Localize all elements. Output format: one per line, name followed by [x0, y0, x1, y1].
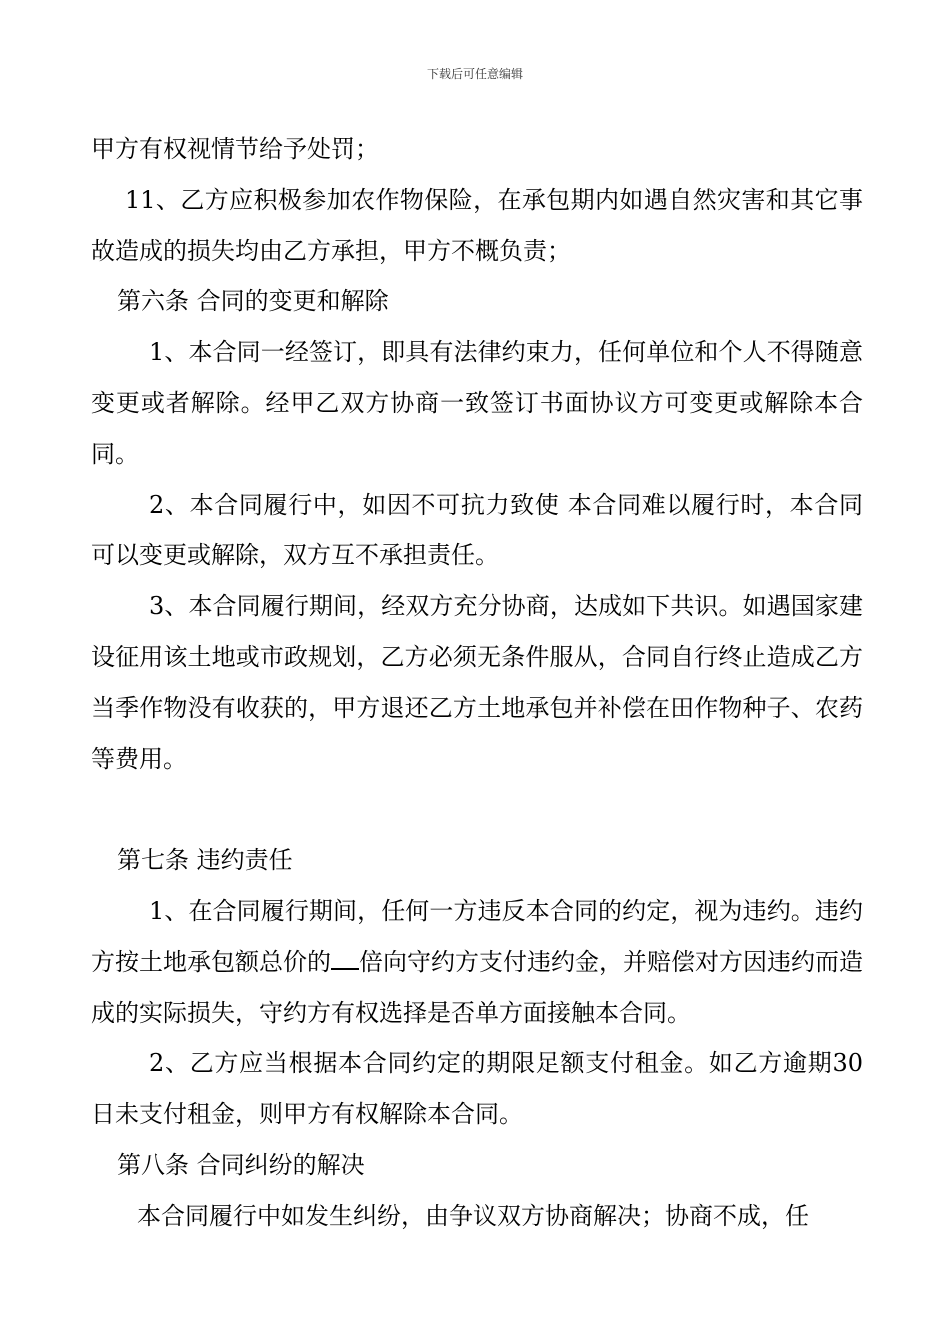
- paragraph-6-3: 3、本合同履行期间，经双方充分协商，达成如下共识。如遇国家建设征用该土地或市政规划，乙方必须无条件服从，合同自行终止造成乙方当季作物没有收获的，甲方退还乙方土地承包并补偿在田作物种子、农药等费用。: [91, 592, 863, 773]
- fill-in-blank: [331, 948, 359, 970]
- paragraph-7-1-part-a: 1、在合同履行期间，任何一方违反本合同的约定，视为违约。违约方按土地承包额总价的: [91, 896, 863, 976]
- section-heading-7: 第七条 违约责任: [117, 846, 293, 875]
- section-heading-8: 第八条 合同纠纷的解决: [117, 1150, 365, 1179]
- paragraph-clause-11: 11、乙方应积极参加农作物保险，在承包期内如遇自然灾害和其它事故造成的损失均由乙方承担，甲方不概负责；: [91, 185, 863, 265]
- paragraph-7-1: [91, 886, 863, 1038]
- blank-line: [91, 784, 863, 835]
- paragraph-7-1-part-b: 倍向守约方支付违约金，并赔偿对方因违约而造成的实际损失，守约方有权选择是否单方面接触本合同。: [91, 947, 863, 1027]
- paragraph-8: 本合同履行中如发生纠纷，由争议双方协商解决；协商不成，任: [137, 1201, 809, 1230]
- paragraph-7-2: 2、乙方应当根据本合同约定的期限足额支付租金。如乙方逾期30日未支付租金，则甲方有权解除本合同。: [91, 1049, 863, 1129]
- page-header: 下载后可任意编辑: [426, 67, 523, 81]
- paragraph-6-1: 1、本合同一经签订，即具有法律约束力，任何单位和个人不得随意变更或者解除。经甲乙双方协商一致签订书面协议方可变更或解除本合同。: [91, 338, 863, 468]
- document-body: [91, 124, 863, 1242]
- paragraph-6-2: 2、本合同履行中，如因不可抗力致使 本合同难以履行时，本合同可以变更或解除，双方互不承担责任。: [91, 490, 863, 570]
- paragraph-penalty: 甲方有权视情节给予处罚；: [91, 135, 379, 163]
- section-heading-6: 第六条 合同的变更和解除: [117, 287, 389, 316]
